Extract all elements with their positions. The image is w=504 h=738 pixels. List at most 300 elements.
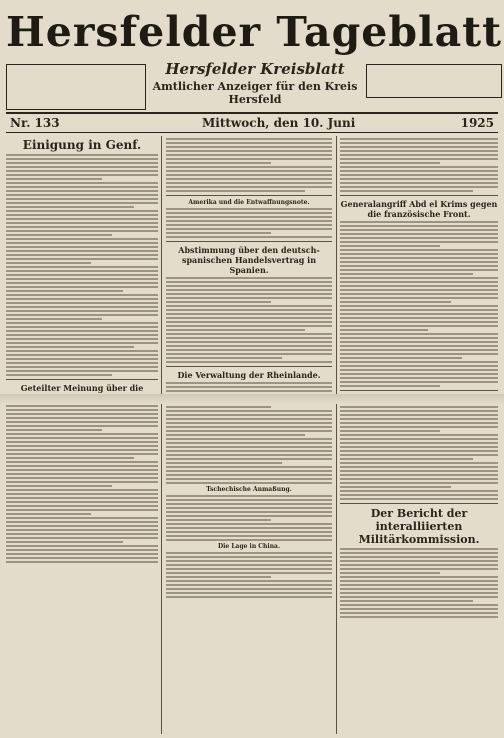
text-line bbox=[340, 494, 498, 496]
text-line bbox=[340, 237, 498, 239]
text-line bbox=[6, 238, 158, 240]
column-1 bbox=[6, 136, 158, 565]
text-line bbox=[166, 321, 332, 323]
text-line bbox=[166, 535, 332, 537]
text-line bbox=[6, 441, 158, 443]
text-line bbox=[6, 342, 158, 344]
text-line bbox=[340, 608, 498, 610]
text-line bbox=[340, 418, 498, 420]
text-line bbox=[340, 369, 498, 371]
text-line bbox=[166, 390, 332, 392]
text-line bbox=[166, 507, 332, 509]
text-line bbox=[166, 470, 332, 472]
text-line bbox=[340, 138, 498, 140]
article-body bbox=[166, 208, 332, 238]
text-line bbox=[166, 232, 271, 234]
text-line bbox=[166, 434, 305, 436]
text-line bbox=[340, 560, 498, 562]
text-line bbox=[6, 417, 158, 419]
text-line bbox=[340, 438, 498, 440]
text-line bbox=[166, 301, 271, 303]
text-line bbox=[166, 154, 332, 156]
text-line bbox=[340, 576, 498, 578]
text-line bbox=[340, 446, 498, 448]
divider bbox=[340, 503, 498, 504]
text-line bbox=[340, 478, 498, 480]
text-line bbox=[6, 545, 158, 547]
text-line bbox=[166, 138, 332, 140]
text-line bbox=[340, 337, 498, 339]
text-line bbox=[340, 293, 498, 295]
text-line bbox=[166, 281, 332, 283]
text-line bbox=[166, 333, 332, 335]
text-line bbox=[340, 221, 498, 223]
text-line bbox=[166, 560, 332, 562]
text-line bbox=[340, 150, 498, 152]
text-line bbox=[340, 253, 498, 255]
article-body bbox=[166, 552, 332, 598]
text-line bbox=[166, 236, 332, 238]
article-body bbox=[340, 221, 498, 387]
text-line bbox=[340, 616, 498, 618]
text-line bbox=[6, 190, 158, 192]
text-line bbox=[340, 142, 498, 144]
text-line bbox=[166, 572, 332, 574]
text-line bbox=[166, 142, 332, 144]
article-body bbox=[166, 277, 332, 363]
text-line bbox=[166, 190, 305, 192]
text-line bbox=[340, 410, 498, 412]
text-line bbox=[6, 250, 158, 252]
text-line bbox=[340, 313, 498, 315]
text-line bbox=[6, 194, 158, 196]
text-line bbox=[166, 446, 332, 448]
text-line bbox=[6, 162, 158, 164]
text-line bbox=[166, 584, 332, 586]
text-line bbox=[6, 154, 158, 156]
article-body bbox=[6, 154, 158, 376]
headline: Abstimmung über den deutsch-spanischen Handelsvertrag in Spanien. bbox=[178, 245, 320, 275]
text-line bbox=[6, 557, 158, 559]
text-line bbox=[166, 382, 332, 384]
text-line bbox=[6, 461, 158, 463]
text-line bbox=[166, 515, 332, 517]
text-line bbox=[6, 449, 158, 451]
text-line bbox=[340, 233, 498, 235]
text-line bbox=[340, 572, 440, 574]
text-line bbox=[6, 294, 158, 296]
text-line bbox=[6, 513, 91, 515]
text-line bbox=[166, 568, 332, 570]
text-line bbox=[6, 258, 158, 260]
text-line bbox=[340, 269, 498, 271]
text-line bbox=[6, 517, 158, 519]
text-line bbox=[340, 154, 498, 156]
text-line bbox=[340, 170, 498, 172]
text-line bbox=[166, 305, 332, 307]
text-line bbox=[166, 158, 332, 160]
text-line bbox=[166, 228, 332, 230]
text-line bbox=[340, 146, 498, 148]
text-line bbox=[166, 580, 332, 582]
text-line bbox=[340, 249, 498, 251]
article-body bbox=[340, 138, 498, 192]
text-line bbox=[6, 334, 158, 336]
article-body bbox=[340, 406, 498, 500]
text-line bbox=[6, 541, 123, 543]
text-line bbox=[6, 206, 134, 208]
text-line bbox=[166, 174, 332, 176]
text-line bbox=[6, 469, 158, 471]
text-line bbox=[166, 527, 332, 529]
text-line bbox=[340, 365, 498, 367]
text-line bbox=[166, 556, 332, 558]
text-line bbox=[6, 166, 158, 168]
text-line bbox=[340, 470, 498, 472]
text-line bbox=[6, 421, 158, 423]
text-line bbox=[6, 553, 158, 555]
text-line bbox=[166, 349, 332, 351]
text-line bbox=[340, 377, 498, 379]
text-line bbox=[6, 473, 158, 475]
text-line bbox=[340, 466, 498, 468]
text-line bbox=[6, 202, 158, 204]
text-line bbox=[6, 174, 158, 176]
text-line bbox=[6, 477, 158, 479]
divider bbox=[340, 390, 498, 391]
text-line bbox=[166, 345, 332, 347]
divider bbox=[166, 241, 332, 242]
text-line bbox=[340, 265, 498, 267]
text-line bbox=[166, 357, 282, 359]
issue-number: Nr. 133 bbox=[10, 116, 60, 130]
text-line bbox=[340, 190, 473, 192]
text-line bbox=[6, 549, 158, 551]
text-line bbox=[166, 531, 332, 533]
text-line bbox=[6, 218, 158, 220]
text-line bbox=[166, 503, 332, 505]
text-line bbox=[340, 297, 498, 299]
text-line bbox=[166, 442, 332, 444]
text-line bbox=[340, 604, 498, 606]
text-line bbox=[6, 330, 158, 332]
text-line bbox=[6, 318, 102, 320]
headline: Geteilter Meinung über die bbox=[20, 383, 144, 393]
text-line bbox=[166, 285, 332, 287]
text-line bbox=[6, 310, 158, 312]
text-line bbox=[166, 478, 332, 480]
text-line bbox=[166, 309, 332, 311]
column-rule bbox=[336, 136, 337, 734]
text-line bbox=[166, 450, 332, 452]
headline: Der Bericht der interalliierten Militärkommission. bbox=[358, 507, 480, 546]
text-line bbox=[6, 290, 123, 292]
text-line bbox=[340, 458, 473, 460]
text-line bbox=[6, 222, 158, 224]
text-line bbox=[6, 409, 158, 411]
column-3 bbox=[340, 136, 498, 620]
text-line bbox=[6, 186, 158, 188]
divider bbox=[166, 195, 332, 196]
text-line bbox=[6, 298, 158, 300]
column-2 bbox=[166, 136, 332, 600]
text-line bbox=[6, 178, 102, 180]
text-line bbox=[6, 246, 158, 248]
text-line bbox=[340, 426, 498, 428]
text-line bbox=[6, 485, 112, 487]
text-line bbox=[340, 584, 498, 586]
text-line bbox=[166, 337, 332, 339]
text-line bbox=[166, 150, 332, 152]
text-line bbox=[6, 198, 158, 200]
text-line bbox=[340, 430, 440, 432]
text-line bbox=[6, 350, 158, 352]
text-line bbox=[166, 212, 332, 214]
text-line bbox=[6, 405, 158, 407]
text-line bbox=[166, 146, 332, 148]
text-line bbox=[340, 349, 498, 351]
text-line bbox=[166, 552, 332, 554]
article-body bbox=[166, 138, 332, 192]
text-line bbox=[340, 600, 473, 602]
text-line bbox=[6, 338, 158, 340]
text-line bbox=[166, 178, 332, 180]
text-line bbox=[340, 490, 498, 492]
text-line bbox=[340, 241, 498, 243]
text-line bbox=[6, 437, 158, 439]
text-line bbox=[340, 229, 498, 231]
text-line bbox=[166, 361, 332, 363]
text-line bbox=[340, 273, 473, 275]
text-line bbox=[6, 314, 158, 316]
text-line bbox=[6, 529, 158, 531]
headline: Tschechische Anmaßung. bbox=[206, 486, 292, 493]
text-line bbox=[340, 357, 462, 359]
text-line bbox=[6, 445, 158, 447]
text-line bbox=[6, 322, 158, 324]
text-line bbox=[6, 182, 158, 184]
text-line bbox=[6, 358, 158, 360]
text-line bbox=[340, 486, 451, 488]
text-line bbox=[166, 186, 332, 188]
text-line bbox=[340, 245, 440, 247]
text-line bbox=[6, 170, 158, 172]
text-line bbox=[166, 329, 305, 331]
text-line bbox=[340, 498, 498, 500]
text-line bbox=[340, 588, 498, 590]
text-line bbox=[340, 257, 498, 259]
text-line bbox=[6, 370, 158, 372]
text-line bbox=[6, 302, 158, 304]
text-line bbox=[166, 418, 332, 420]
newspaper-subtitle: Hersfelder Kreisblatt bbox=[165, 60, 345, 78]
text-line bbox=[166, 422, 332, 424]
text-line bbox=[340, 450, 498, 452]
text-line bbox=[6, 561, 158, 563]
headline-main: Einigung in Genf. bbox=[22, 138, 142, 152]
newspaper-title: Hersfelder Tageblatt bbox=[6, 8, 503, 56]
text-line bbox=[166, 325, 332, 327]
text-line bbox=[166, 313, 332, 315]
text-line bbox=[340, 552, 498, 554]
text-line bbox=[340, 353, 498, 355]
text-line bbox=[340, 166, 498, 168]
text-line bbox=[340, 474, 498, 476]
text-line bbox=[166, 499, 332, 501]
text-line bbox=[6, 537, 158, 539]
text-line bbox=[340, 596, 498, 598]
text-line bbox=[6, 158, 158, 160]
newspaper-subtitle-2: Amtlicher Anzeiger für den Kreis Hersfeld bbox=[152, 80, 358, 106]
text-line bbox=[340, 329, 428, 331]
text-line bbox=[340, 186, 498, 188]
text-line bbox=[340, 281, 498, 283]
text-line bbox=[166, 162, 271, 164]
text-line bbox=[340, 556, 498, 558]
text-line bbox=[6, 505, 158, 507]
text-line bbox=[340, 333, 498, 335]
text-line bbox=[340, 385, 440, 387]
text-line bbox=[166, 474, 332, 476]
text-line bbox=[6, 525, 158, 527]
text-line bbox=[166, 216, 332, 218]
text-line bbox=[166, 410, 332, 412]
text-line bbox=[340, 406, 498, 408]
text-line bbox=[166, 596, 332, 598]
text-line bbox=[166, 208, 332, 210]
text-line bbox=[340, 454, 498, 456]
text-line bbox=[6, 457, 134, 459]
text-line bbox=[166, 588, 332, 590]
text-line bbox=[340, 381, 498, 383]
text-line bbox=[340, 285, 498, 287]
text-line bbox=[6, 214, 158, 216]
text-line bbox=[340, 277, 498, 279]
text-line bbox=[6, 346, 134, 348]
article-body bbox=[6, 405, 158, 563]
text-line bbox=[166, 482, 332, 484]
text-line bbox=[340, 422, 498, 424]
text-line bbox=[340, 580, 498, 582]
text-line bbox=[166, 511, 332, 513]
text-line bbox=[340, 289, 498, 291]
text-line bbox=[340, 174, 498, 176]
text-line bbox=[6, 354, 158, 356]
text-line bbox=[166, 592, 332, 594]
text-line bbox=[6, 230, 158, 232]
text-line bbox=[166, 519, 271, 521]
text-line bbox=[6, 374, 112, 376]
text-line bbox=[166, 353, 332, 355]
text-line bbox=[6, 266, 158, 268]
text-line bbox=[6, 254, 158, 256]
page-fold bbox=[0, 394, 504, 404]
text-line bbox=[166, 426, 332, 428]
text-line bbox=[340, 162, 440, 164]
text-line bbox=[6, 226, 158, 228]
article-body bbox=[166, 495, 332, 541]
text-line bbox=[166, 564, 332, 566]
text-line bbox=[340, 373, 498, 375]
text-line bbox=[166, 224, 332, 226]
text-line bbox=[340, 442, 498, 444]
text-line bbox=[6, 501, 158, 503]
text-line bbox=[340, 325, 498, 327]
text-line bbox=[6, 493, 158, 495]
text-line bbox=[166, 317, 332, 319]
text-line bbox=[166, 458, 332, 460]
text-line bbox=[166, 170, 332, 172]
text-line bbox=[6, 270, 158, 272]
text-line bbox=[340, 158, 498, 160]
text-line bbox=[6, 306, 158, 308]
dateline bbox=[6, 112, 498, 133]
text-line bbox=[6, 465, 158, 467]
issue-date: Mittwoch, den 10. Juni bbox=[202, 116, 356, 130]
text-line bbox=[340, 434, 498, 436]
text-line bbox=[6, 429, 102, 431]
notice-box-right bbox=[366, 64, 502, 98]
headline: Die Verwaltung der Rheinlande. bbox=[177, 370, 321, 380]
text-line bbox=[340, 462, 498, 464]
text-line bbox=[166, 495, 332, 497]
text-line bbox=[6, 433, 158, 435]
text-line bbox=[340, 414, 498, 416]
text-line bbox=[340, 548, 498, 550]
text-line bbox=[6, 453, 158, 455]
text-line bbox=[166, 414, 332, 416]
text-line bbox=[340, 309, 498, 311]
text-line bbox=[6, 366, 158, 368]
text-line bbox=[166, 462, 282, 464]
text-line bbox=[166, 576, 271, 578]
text-line bbox=[340, 182, 498, 184]
text-line bbox=[6, 286, 158, 288]
text-line bbox=[6, 362, 158, 364]
text-line bbox=[6, 282, 158, 284]
column-rule bbox=[161, 136, 162, 734]
headline: Die Lage in China. bbox=[217, 543, 281, 550]
text-line bbox=[6, 425, 158, 427]
text-line bbox=[340, 341, 498, 343]
divider bbox=[6, 379, 158, 380]
text-line bbox=[6, 274, 158, 276]
text-line bbox=[340, 345, 498, 347]
text-line bbox=[340, 321, 498, 323]
divider bbox=[340, 195, 498, 196]
headline: Generalangriff Abd el Krims gegen die französische Front. bbox=[340, 199, 498, 219]
text-line bbox=[166, 539, 332, 541]
text-line bbox=[340, 317, 498, 319]
text-line bbox=[6, 509, 158, 511]
text-line bbox=[166, 182, 332, 184]
text-line bbox=[340, 305, 498, 307]
text-line bbox=[6, 262, 91, 264]
text-line bbox=[166, 293, 332, 295]
text-line bbox=[6, 481, 158, 483]
text-line bbox=[340, 361, 498, 363]
text-line bbox=[6, 489, 158, 491]
text-line bbox=[166, 406, 271, 408]
text-line bbox=[340, 261, 498, 263]
text-line bbox=[6, 497, 158, 499]
text-line bbox=[340, 301, 451, 303]
text-line bbox=[166, 454, 332, 456]
text-line bbox=[166, 438, 332, 440]
text-line bbox=[6, 210, 158, 212]
issue-year: 1925 bbox=[460, 116, 494, 130]
text-line bbox=[166, 386, 332, 388]
